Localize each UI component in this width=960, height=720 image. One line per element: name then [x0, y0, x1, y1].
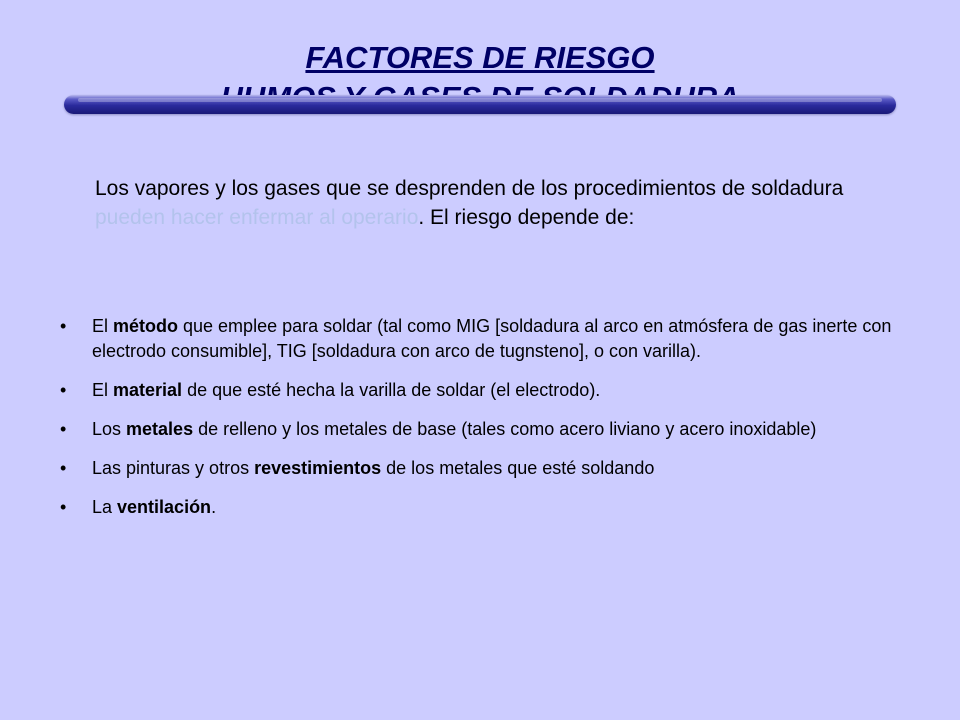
intro-text-part1: Los vapores y los gases que se desprenden de los procedimientos de soldadura	[95, 177, 844, 200]
bullet-icon: •	[60, 419, 67, 439]
bullet-icon: •	[60, 458, 67, 478]
bullet-text-before: Las pinturas y otros	[92, 458, 255, 478]
intro-text-faint: pueden hacer enfermar al operario	[95, 206, 419, 229]
bullet-icon: •	[60, 497, 67, 517]
risk-factor-metales	[60, 417, 910, 442]
bullet-keyword: método	[113, 316, 179, 336]
bullet-text-after: de que esté hecha la varilla de soldar (el electrodo).	[182, 380, 601, 400]
bullet-text-before: El	[92, 316, 114, 336]
intro-paragraph	[95, 174, 915, 232]
bullet-keyword: material	[113, 380, 183, 400]
risk-factor-metodo	[60, 314, 910, 364]
title-divider-shine	[78, 98, 882, 102]
risk-factor-list	[60, 314, 910, 534]
bullet-text-before: El	[92, 380, 114, 400]
bullet-keyword: ventilación	[117, 497, 212, 517]
bullet-keyword: revestimientos	[254, 458, 382, 478]
risk-factor-revestimientos	[60, 456, 910, 481]
bullet-text-before: La	[92, 497, 118, 517]
risk-factor-material	[60, 378, 910, 403]
bullet-icon: •	[60, 316, 67, 336]
title-divider-bar	[64, 95, 896, 114]
title-line-1: FACTORES DE RIESGO	[305, 40, 655, 75]
bullet-text-after: de los metales que esté soldando	[381, 458, 655, 478]
bullet-text-after: que emplee para soldar (tal como MIG [soldadura al arco en atmósfera de gas inerte con electrodo consumible], TIG [soldadura con arco de tugnsteno], o con varilla).	[92, 316, 892, 361]
bullet-icon: •	[60, 380, 67, 400]
intro-text-part2: . El riesgo depende de:	[418, 206, 635, 229]
bullet-text-after: .	[211, 497, 217, 517]
bullet-text-after: de relleno y los metales de base (tales como acero liviano y acero inoxidable)	[193, 419, 817, 439]
risk-factor-ventilacion	[60, 495, 910, 520]
bullet-keyword: metales	[126, 419, 194, 439]
bullet-text-before: Los	[92, 419, 127, 439]
